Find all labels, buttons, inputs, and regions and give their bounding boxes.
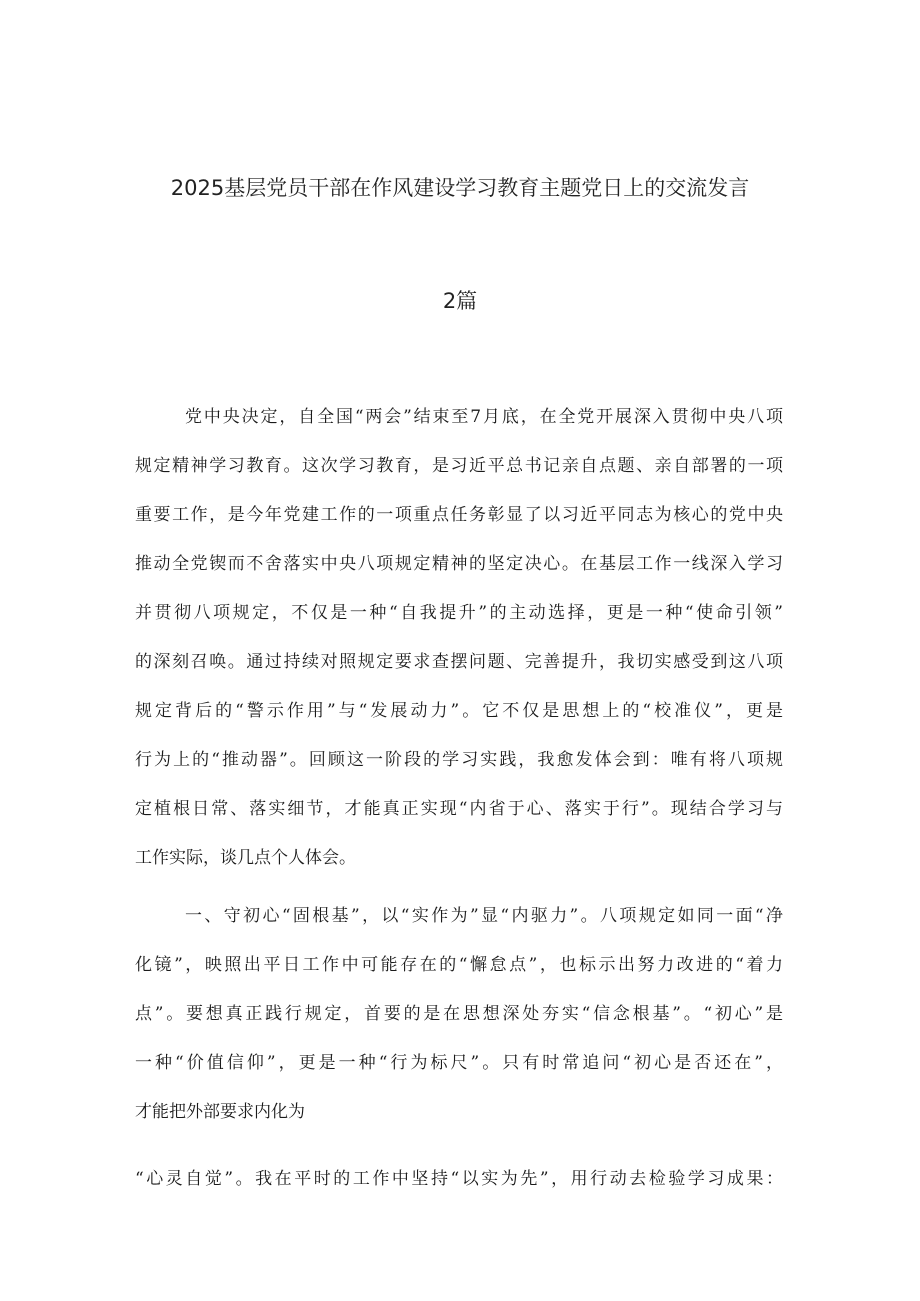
paragraph-line: 并贯彻八项规定，不仅是一种“自我提升”的主动选择，更是一种“使命引领” [135,603,783,623]
paragraph-line: 推动全党锲而不舍落实中央八项规定精神的坚定决心。在基层工作一线深入学习 [135,554,783,574]
paragraph-line: 规定背后的“警示作用”与“发展动力”。它不仅是思想上的“校准仪”，更是 [135,701,783,721]
paragraph-line: 工作实际，谈几点个人体会。 [135,848,356,868]
paragraph-line: 才能把外部要求内化为 [135,1102,305,1122]
paragraph-line: 一种“价值信仰”，更是一种“行为标尺”。只有时常追问“初心是否还在”， [135,1053,783,1073]
paragraph-line: 一、守初心“固根基”，以“实作为”显“内驱力”。八项规定如同一面“净 [185,906,783,926]
paragraph-line: “心灵自觉”。我在平时的工作中坚持“以实为先”，用行动去检验学习成果： [135,1169,783,1189]
paragraph-line: 点”。要想真正践行规定，首要的是在思想深处夯实“信念根基”。“初心”是 [135,1004,783,1024]
paragraph-line: 的深刻召唤。通过持续对照规定要求查摆问题、完善提升，我切实感受到这八项 [135,652,783,672]
paragraph-line: 党中央决定，自全国“两会”结束至7月底，在全党开展深入贯彻中央八项 [185,407,783,427]
paragraph-line: 行为上的“推动器”。回顾这一阶段的学习实践，我愈发体会到：唯有将八项规 [135,750,783,770]
paragraph-line: 定植根日常、落实细节，才能真正实现“内省于心、落实于行”。现结合学习与 [135,799,783,819]
paragraph-line: 化镜”，映照出平日工作中可能存在的“懈怠点”，也标示出努力改进的“着力 [135,955,783,975]
document-title-line-1: 2025基层党员干部在作风建设学习教育主题党日上的交流发言 [170,176,750,200]
paragraph-line: 规定精神学习教育。这次学习教育，是习近平总书记亲自点题、亲自部署的一项 [135,456,783,476]
document-title-line-2: 2篇 [442,289,478,313]
paragraph-line: 重要工作，是今年党建工作的一项重点任务彰显了以习近平同志为核心的党中央 [135,505,783,525]
